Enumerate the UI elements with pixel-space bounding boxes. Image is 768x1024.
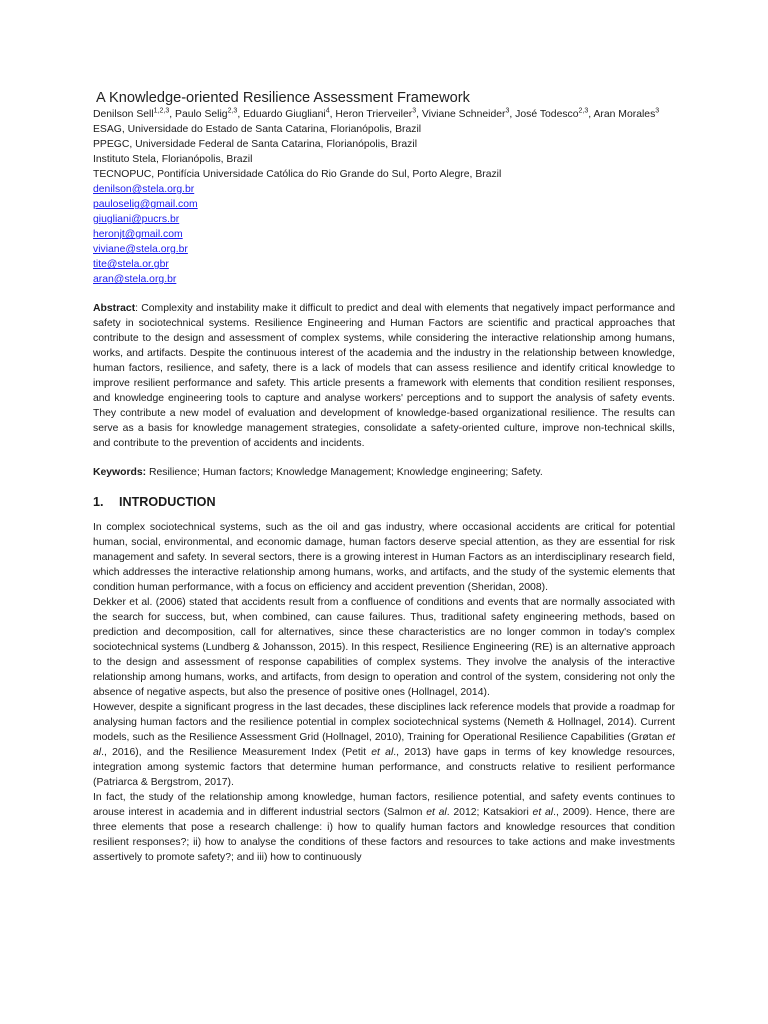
abstract (93, 301, 675, 451)
author-name: Paulo Selig (175, 109, 228, 120)
affiliation-line: Instituto Stela, Florianópolis, Brazil (93, 154, 253, 165)
paragraph-text: In fact, the study of the relationship among knowledge, human factors, resilience potential, and safety events continues to arouse interest in academia and in different industrial sectors (Salmon (93, 792, 675, 818)
paragraph (93, 790, 675, 865)
email-list (93, 182, 675, 287)
affiliation-list (93, 122, 675, 182)
author-affiliation-marker: 1,2,3 (153, 107, 170, 115)
paragraph-text-italic: et al (371, 747, 394, 758)
paragraph (93, 700, 675, 790)
email-link[interactable]: heronjt@gmail.com (93, 229, 183, 240)
author-name: Denilson Sell (93, 109, 154, 120)
paragraph-text-italic: et al (93, 732, 675, 758)
author-affiliation-marker: 3 (412, 107, 417, 115)
keywords-text: Resilience; Human factors; Knowledge Management; Knowledge engineering; Safety. (146, 467, 543, 478)
author-list: Denilson Sell$^{1,2,3}$, Paulo Selig$^{2,3}$, Eduardo Giugliani$^4$, Heron Trierveiler$^3$, Viviane Schneider$^3$, José Todesco$^{2,3}$, Aran Morales$^3$ (93, 107, 660, 120)
introduction-body (93, 520, 675, 865)
paragraph-text-italic: et al (426, 807, 447, 818)
paragraph-text: ., 2013) have gaps in terms of key knowledge resources, integration among systemic factors that determine human performance, and constructs relative to resilient performance (Patriarca & Bergstrom, 2017). (93, 747, 676, 788)
affiliation-line: ESAG, Universidade do Estado de Santa Catarina, Florianópolis, Brazil (93, 124, 422, 135)
email-link[interactable]: viviane@stela.org.br (93, 244, 188, 255)
email-link[interactable]: aran@stela.org.br (93, 274, 177, 285)
keywords-label: Keywords: (93, 467, 147, 478)
author-name: Viviane Schneider (421, 109, 506, 120)
abstract-text: : Complexity and instability make it difficult to predict and deal with elements that negatively impact performance and safety in sociotechnical systems. Resilience Engineering and Human Factors are scientific and practical approaches that contribute to the design and assessment of complex systems, while considering the interactive relationship among humans, works, and artifacts. Despite the continuous interest of the academia and the industry in the relationship between knowledge, human factors, resilience, and safety, there is a lack of models that can assess resilience and identify critical knowledge to improve resilient performance and safety. This article presents a framework with elements that condition resilient responses, and knowledge engineering tools to capture and analyse workers' perceptions and to support the analysis of safety events. They contribute a new model of evaluation and development of knowledge-based organizational resilience. The results can serve as a basis for knowledge management strategies, consolidate a safety-oriented culture, improve non-technical skills, and contribute to the prevention of accidents and incidents. (93, 303, 675, 449)
author-affiliation-marker: 3 (505, 107, 510, 115)
paragraph-text: . 2012; Katsakiori (446, 807, 533, 818)
section-heading (93, 494, 675, 510)
author-affiliation-marker: 4 (325, 107, 330, 115)
author-affiliation-marker: 2,3 (227, 107, 238, 115)
author-affiliation-marker: 2,3 (578, 107, 589, 115)
paragraph-text: However, despite a significant progress in the last decades, these disciplines lack reference models that provide a roadmap for analysing human factors and the resilience potential in complex sociotechnical systems (Nemeth & Hollnagel, 2014). Current models, such as the Resilience Assessment Grid (Hollnagel, 2010), Training for Operational Resilience Capabilities (Grøtan (93, 702, 675, 743)
author-name: Eduardo Giugliani (243, 109, 326, 120)
abstract-label: Abstract (93, 303, 136, 314)
paragraph-text-italic: et al (532, 807, 554, 818)
paper-title: A Knowledge-oriented Resilience Assessment Framework (96, 90, 470, 106)
paragraph-text: ., 2009). Hence, there are three elements that pose a research challenge: i) how to qualify human factors and knowledge resources that condition resilient responses?; ii) how to analyse the conditions of these factors and resources to take actions and make investments assertively to promote safety?; and iii) how to continuously (93, 807, 676, 863)
keywords (93, 465, 675, 480)
email-link[interactable]: denilson@stela.org.br (93, 184, 195, 195)
paper-page (93, 89, 675, 865)
section-number: 1. (93, 495, 104, 509)
email-link[interactable]: tite@stela.or.gbr (93, 259, 169, 270)
affiliation-line: TECNOPUC, Pontifícia Universidade Católica do Rio Grande do Sul, Porto Alegre, Brazil (93, 169, 502, 180)
paragraph: Dekker et al. (2006) stated that accidents result from a confluence of conditions and events that are normally associated with the search for success, but, when combined, can cause failures. Thus, traditional safety engineering methods, based on prediction and decomposition, call for alternatives, since these characteristics are no longer common in today's complex sociotechnical systems (Lundberg & Johansson, 2015). In this respect, Resilience Engineering (RE) is an alternative approach to the design and assessment of response capabilities of complex systems. They involve the analysis of the interactive relationship among humans, works, and artifacts, from design to operation and control of the system, considering not only the absence of negative aspects, but also the presence of positive ones (Hollnagel, 2014). (93, 597, 675, 698)
section-title-text: INTRODUCTION (119, 495, 216, 509)
author-name: Heron Trierveiler (335, 109, 413, 120)
affiliation-line: PPEGC, Universidade Federal de Santa Catarina, Florianópolis, Brazil (93, 139, 417, 150)
paragraph-text: ., 2016), and the Resilience Measurement Index (Petit (101, 747, 372, 758)
email-link[interactable]: giugliani@pucrs.br (93, 214, 180, 225)
author-name: Aran Morales (593, 109, 656, 120)
author-affiliation-marker: 3 (655, 107, 660, 115)
paragraph: In complex sociotechnical systems, such as the oil and gas industry, where occasional accidents are critical for potential human, social, environmental, and economic damage, human factors deserve special attention, as they are essential for risk management and safety. In several sectors, there is a growing interest in Human Factors as an interdisciplinary research field, which addresses the interactive relationship among humans, works, and artifacts, and the study of the systemic elements that condition human performance, with a focus on efficiency and accident prevention (Sheridan, 2008). (93, 522, 675, 593)
author-name: José Todesco (515, 109, 579, 120)
email-link[interactable]: pauloselig@gmail.com (93, 199, 198, 210)
